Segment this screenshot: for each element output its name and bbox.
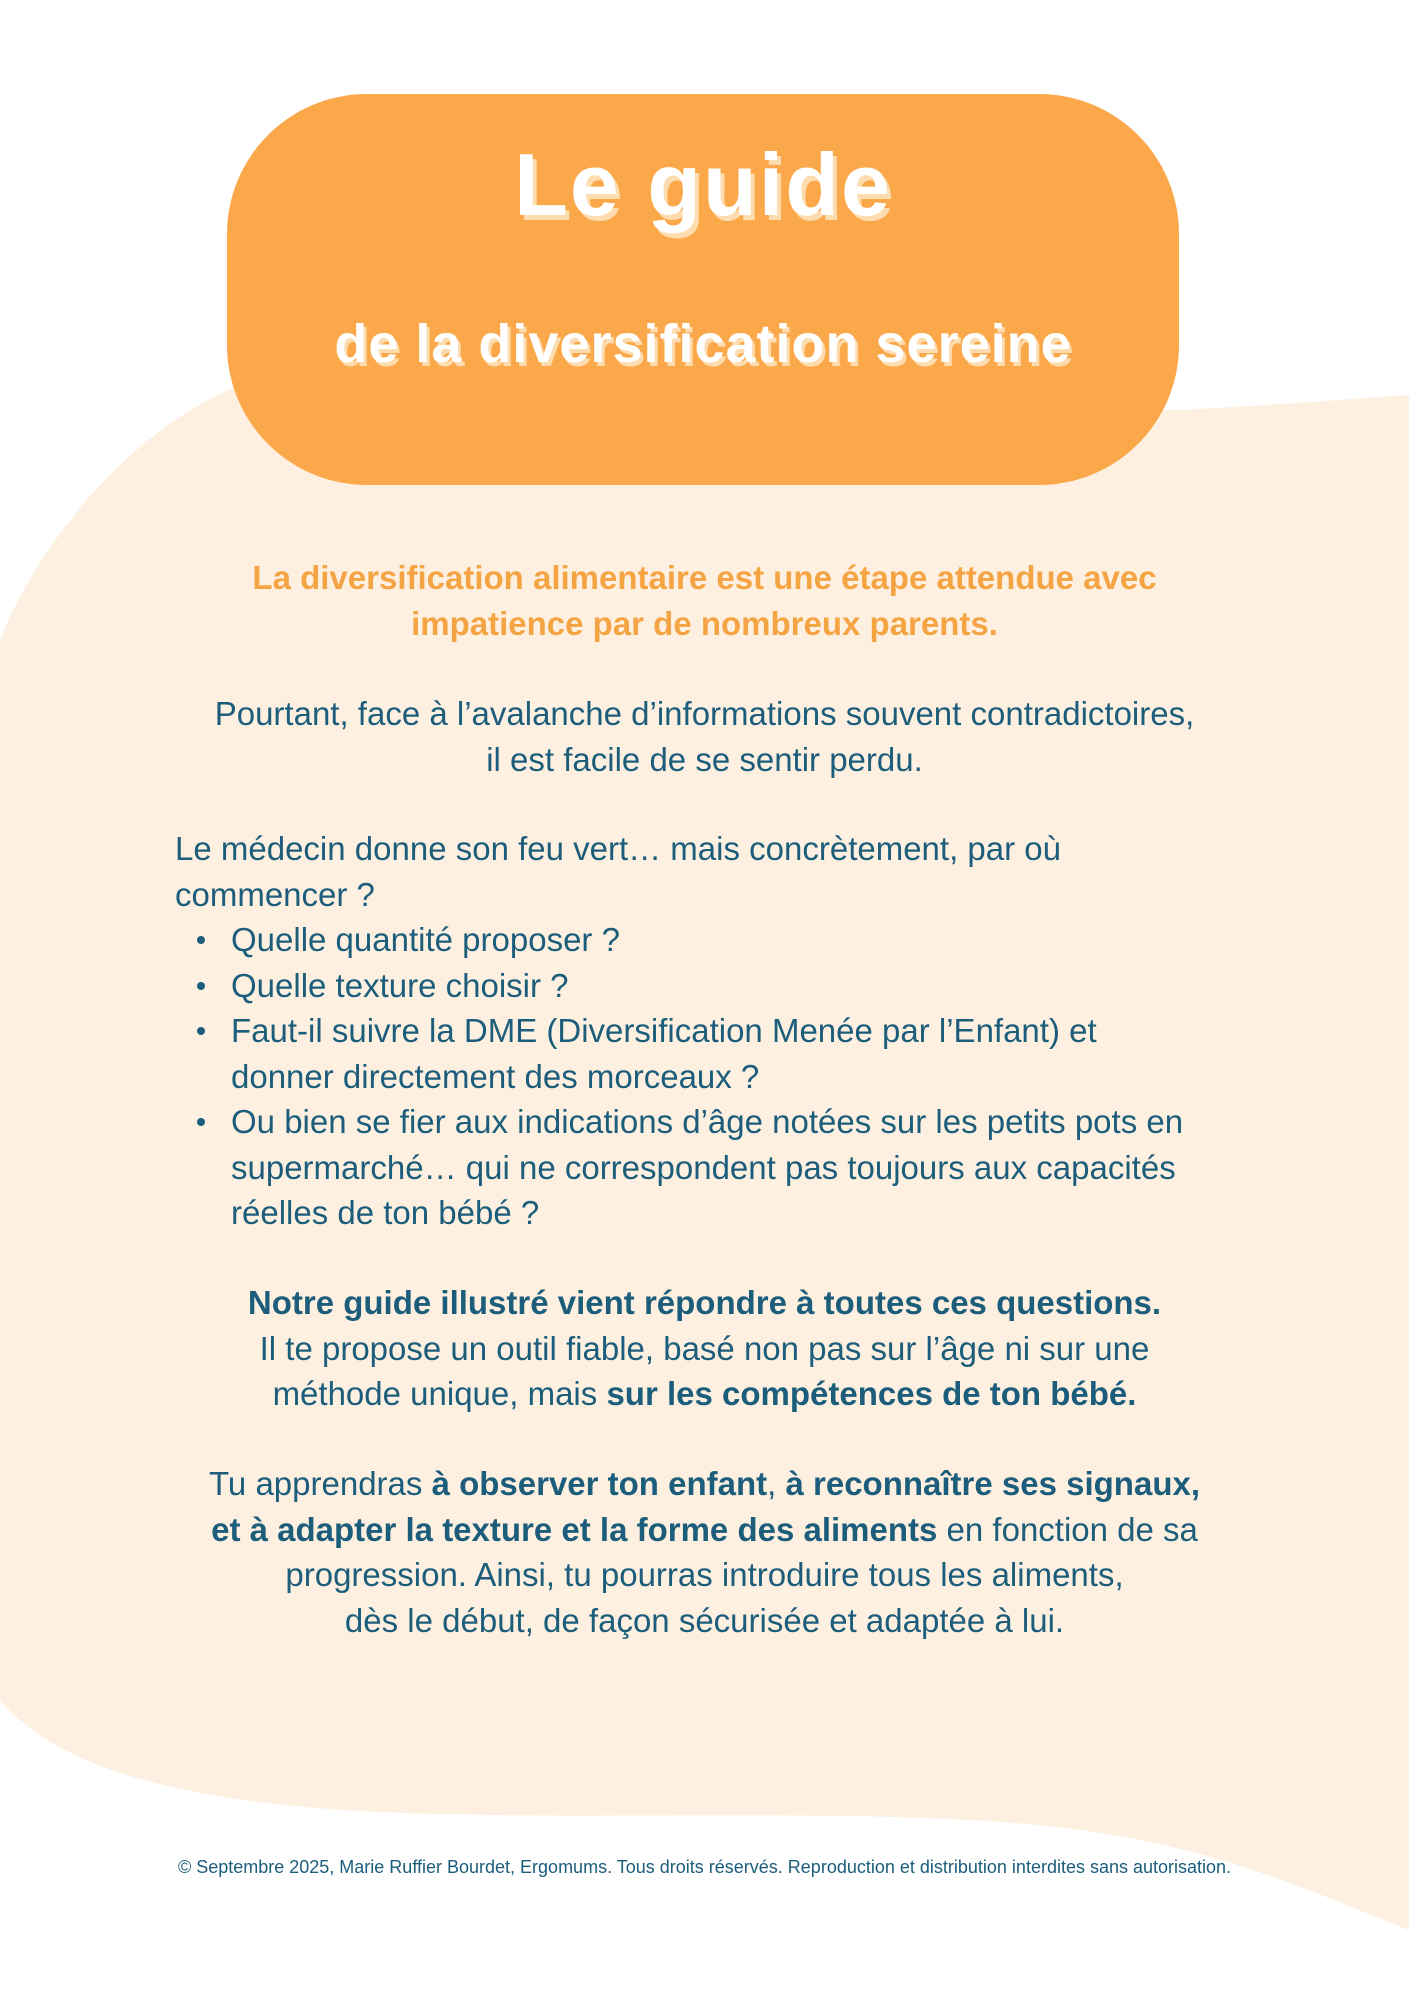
bullet-dot	[197, 1027, 205, 1035]
bullet-dot	[197, 1118, 205, 1126]
text-segment: méthode unique, mais	[272, 1375, 607, 1412]
page-subtitle: de la diversification sereine	[334, 314, 1072, 374]
promise-headline: Notre guide illustré vient répondre à toutes ces questions.	[247, 1284, 1162, 1321]
emphasis-segment: à observer ton enfant	[431, 1465, 768, 1502]
text-segment: ,	[767, 1465, 786, 1502]
learning-line: dès le début, de façon sécurisée et adaptée à lui.	[344, 1601, 1065, 1639]
list-item	[175, 917, 1275, 963]
learning-line	[0, 1461, 1409, 1507]
list-item-line: Ou bien se fier aux indications d’âge notées sur les petits pots en	[231, 1103, 1184, 1140]
copyright-footer: © Septembre 2025, Marie Ruffier Bourdet, Ergomums. Tous droits réservés. Reproduction et distribution interdites sans autorisation.	[177, 1857, 1232, 1877]
promise-line: Il te propose un outil fiable, basé non pas sur l’âge ni sur une	[259, 1329, 1150, 1367]
list-item-line: donner directement des morceaux ?	[231, 1057, 760, 1095]
context-paragraph	[0, 691, 1409, 782]
questions-lead-line: commencer ?	[175, 875, 375, 913]
list-item-line: Quelle quantité proposer ?	[231, 921, 620, 958]
list-item	[175, 1008, 1275, 1099]
emphasis-segment: et à adapter la texture et la forme des aliments	[211, 1510, 938, 1548]
intro-line: La diversification alimentaire est une étape attendue avec	[252, 559, 1157, 596]
list-item-line: Faut-il suivre la DME (Diversification Menée par l’Enfant) et	[231, 1012, 1097, 1049]
list-item	[175, 1099, 1275, 1236]
promise-paragraph	[0, 1280, 1409, 1417]
intro-paragraph	[0, 555, 1409, 646]
text-segment: en fonction de sa	[937, 1510, 1198, 1548]
page-title: Le guide	[514, 135, 892, 234]
learning-line	[0, 1507, 1409, 1553]
bullet-dot	[197, 982, 205, 990]
list-item-line: réelles de ton bébé ?	[231, 1194, 540, 1231]
list-item-line: Quelle texture choisir ?	[231, 966, 569, 1004]
emphasis-segment: à reconnaître ses signaux,	[785, 1465, 1200, 1502]
learning-paragraph	[0, 1461, 1409, 1643]
list-item	[175, 963, 1275, 1009]
text-segment: Tu apprendras	[208, 1465, 432, 1502]
title-banner	[227, 94, 1179, 485]
questions-section	[175, 826, 1275, 1236]
context-line: il est facile de se sentir perdu.	[486, 740, 923, 778]
emphasis-segment: sur les compétences de ton bébé.	[606, 1375, 1137, 1412]
learning-line: progression. Ainsi, tu pourras introduire tous les aliments,	[285, 1556, 1124, 1593]
questions-lead-line: Le médecin donne son feu vert… mais concrètement, par où	[175, 830, 1061, 867]
context-line: Pourtant, face à l’avalanche d’informations souvent contradictoires,	[214, 695, 1195, 732]
list-item-line: supermarché… qui ne correspondent pas toujours aux capacités	[231, 1148, 1176, 1186]
bullet-dot	[197, 936, 205, 944]
promise-line	[0, 1371, 1409, 1417]
intro-line: impatience par de nombreux parents.	[411, 604, 998, 642]
